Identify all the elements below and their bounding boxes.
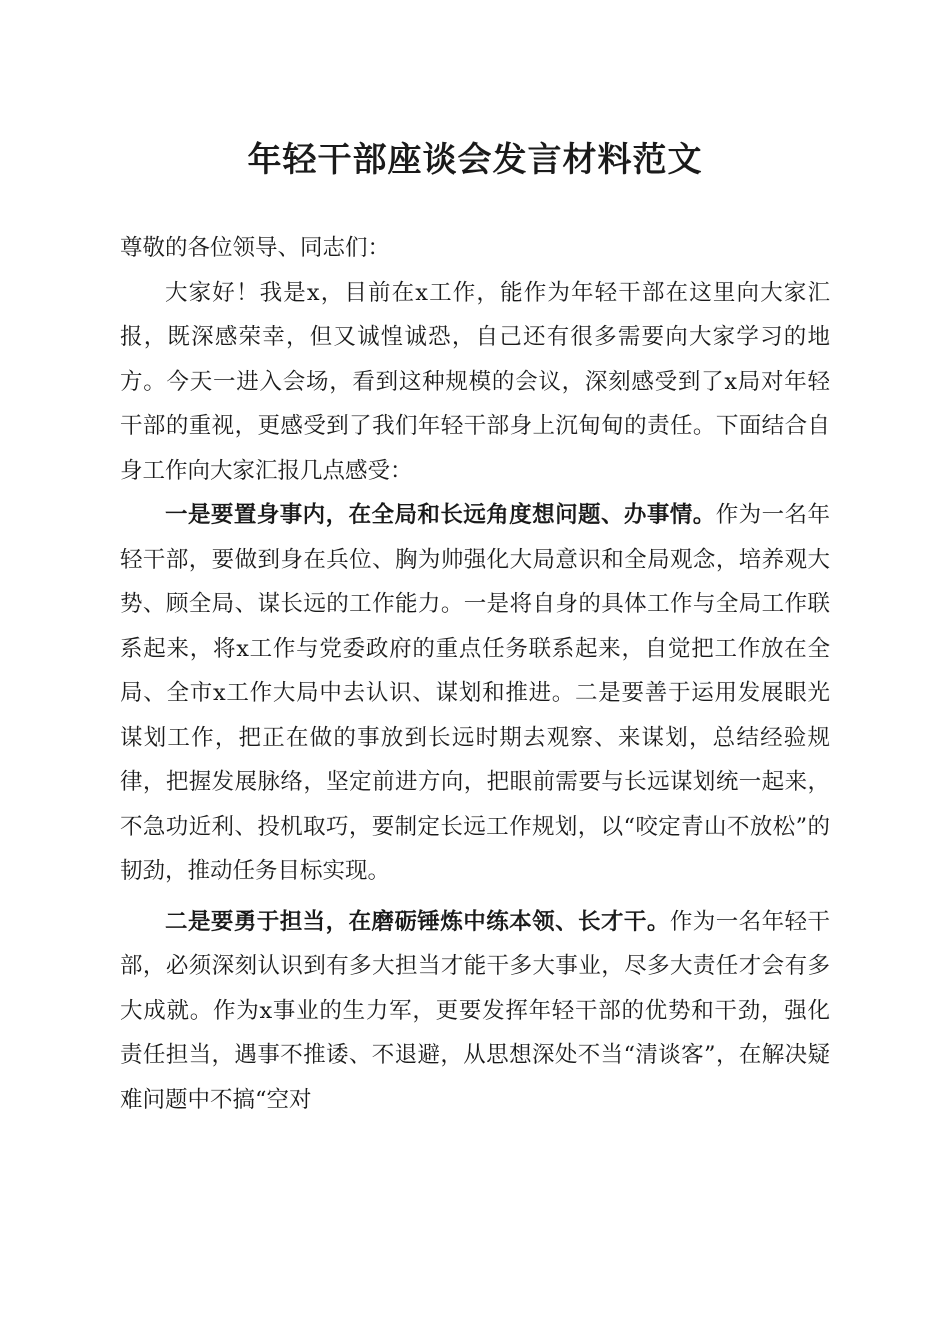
document-title: 年轻干部座谈会发言材料范文: [247, 140, 703, 180]
section-paragraph-1: [120, 493, 830, 894]
intro-paragraph: 大家好！我是x，目前在x工作，能作为年轻干部在这里向大家汇报，既深感荣幸，但又诚惶诚恐，自己还有很多需要向大家学习的地方。今天一进入会场，看到这种规模的会议，深刻感受到了x局对年轻干部的重视，更感受到了我们年轻干部身上沉甸甸的责任。下面结合自身工作向大家汇报几点感受：: [120, 279, 830, 484]
salutation: 尊敬的各位领导、同志们：: [120, 235, 391, 261]
section-body-2: 作为一名年轻干部，必须深刻认识到有多大担当才能干多大事业，尽多大责任才会有多大成就。作为x事业的生力军，更要发挥年轻干部的优势和干劲，强化责任担当，遇事不推诿、不退避，从思想深处不当“清谈客”，在解决疑难问题中不搞“空对: [120, 908, 830, 1113]
document-body: [120, 226, 830, 1122]
section-heading-1: 一是要置身事内，在全局和长远角度想问题、办事情。: [165, 502, 716, 528]
section-body-1: 作为一名年轻干部，要做到身在兵位、胸为帅强化大局意识和全局观念，培养观大势、顾全局、谋长远的工作能力。一是将自身的具体工作与全局工作联系起来，将x工作与党委政府的重点任务联系起来，自觉把工作放在全局、全市x工作大局中去认识、谋划和推进。二是要善于运用发展眼光谋划工作，把正在做的事放到长远时期去观察、来谋划，总结经验规律，把握发展脉络，坚定前进方向，把眼前需要与长远谋划统一起来，不急功近利、投机取巧，要制定长远工作规划，以“咬定青山不放松”的韧劲，推动任务目标实现。: [120, 502, 830, 884]
section-heading-2: 二是要勇于担当，在磨砺锤炼中练本领、长才干。: [165, 908, 670, 935]
section-paragraph-2: [120, 900, 830, 1123]
